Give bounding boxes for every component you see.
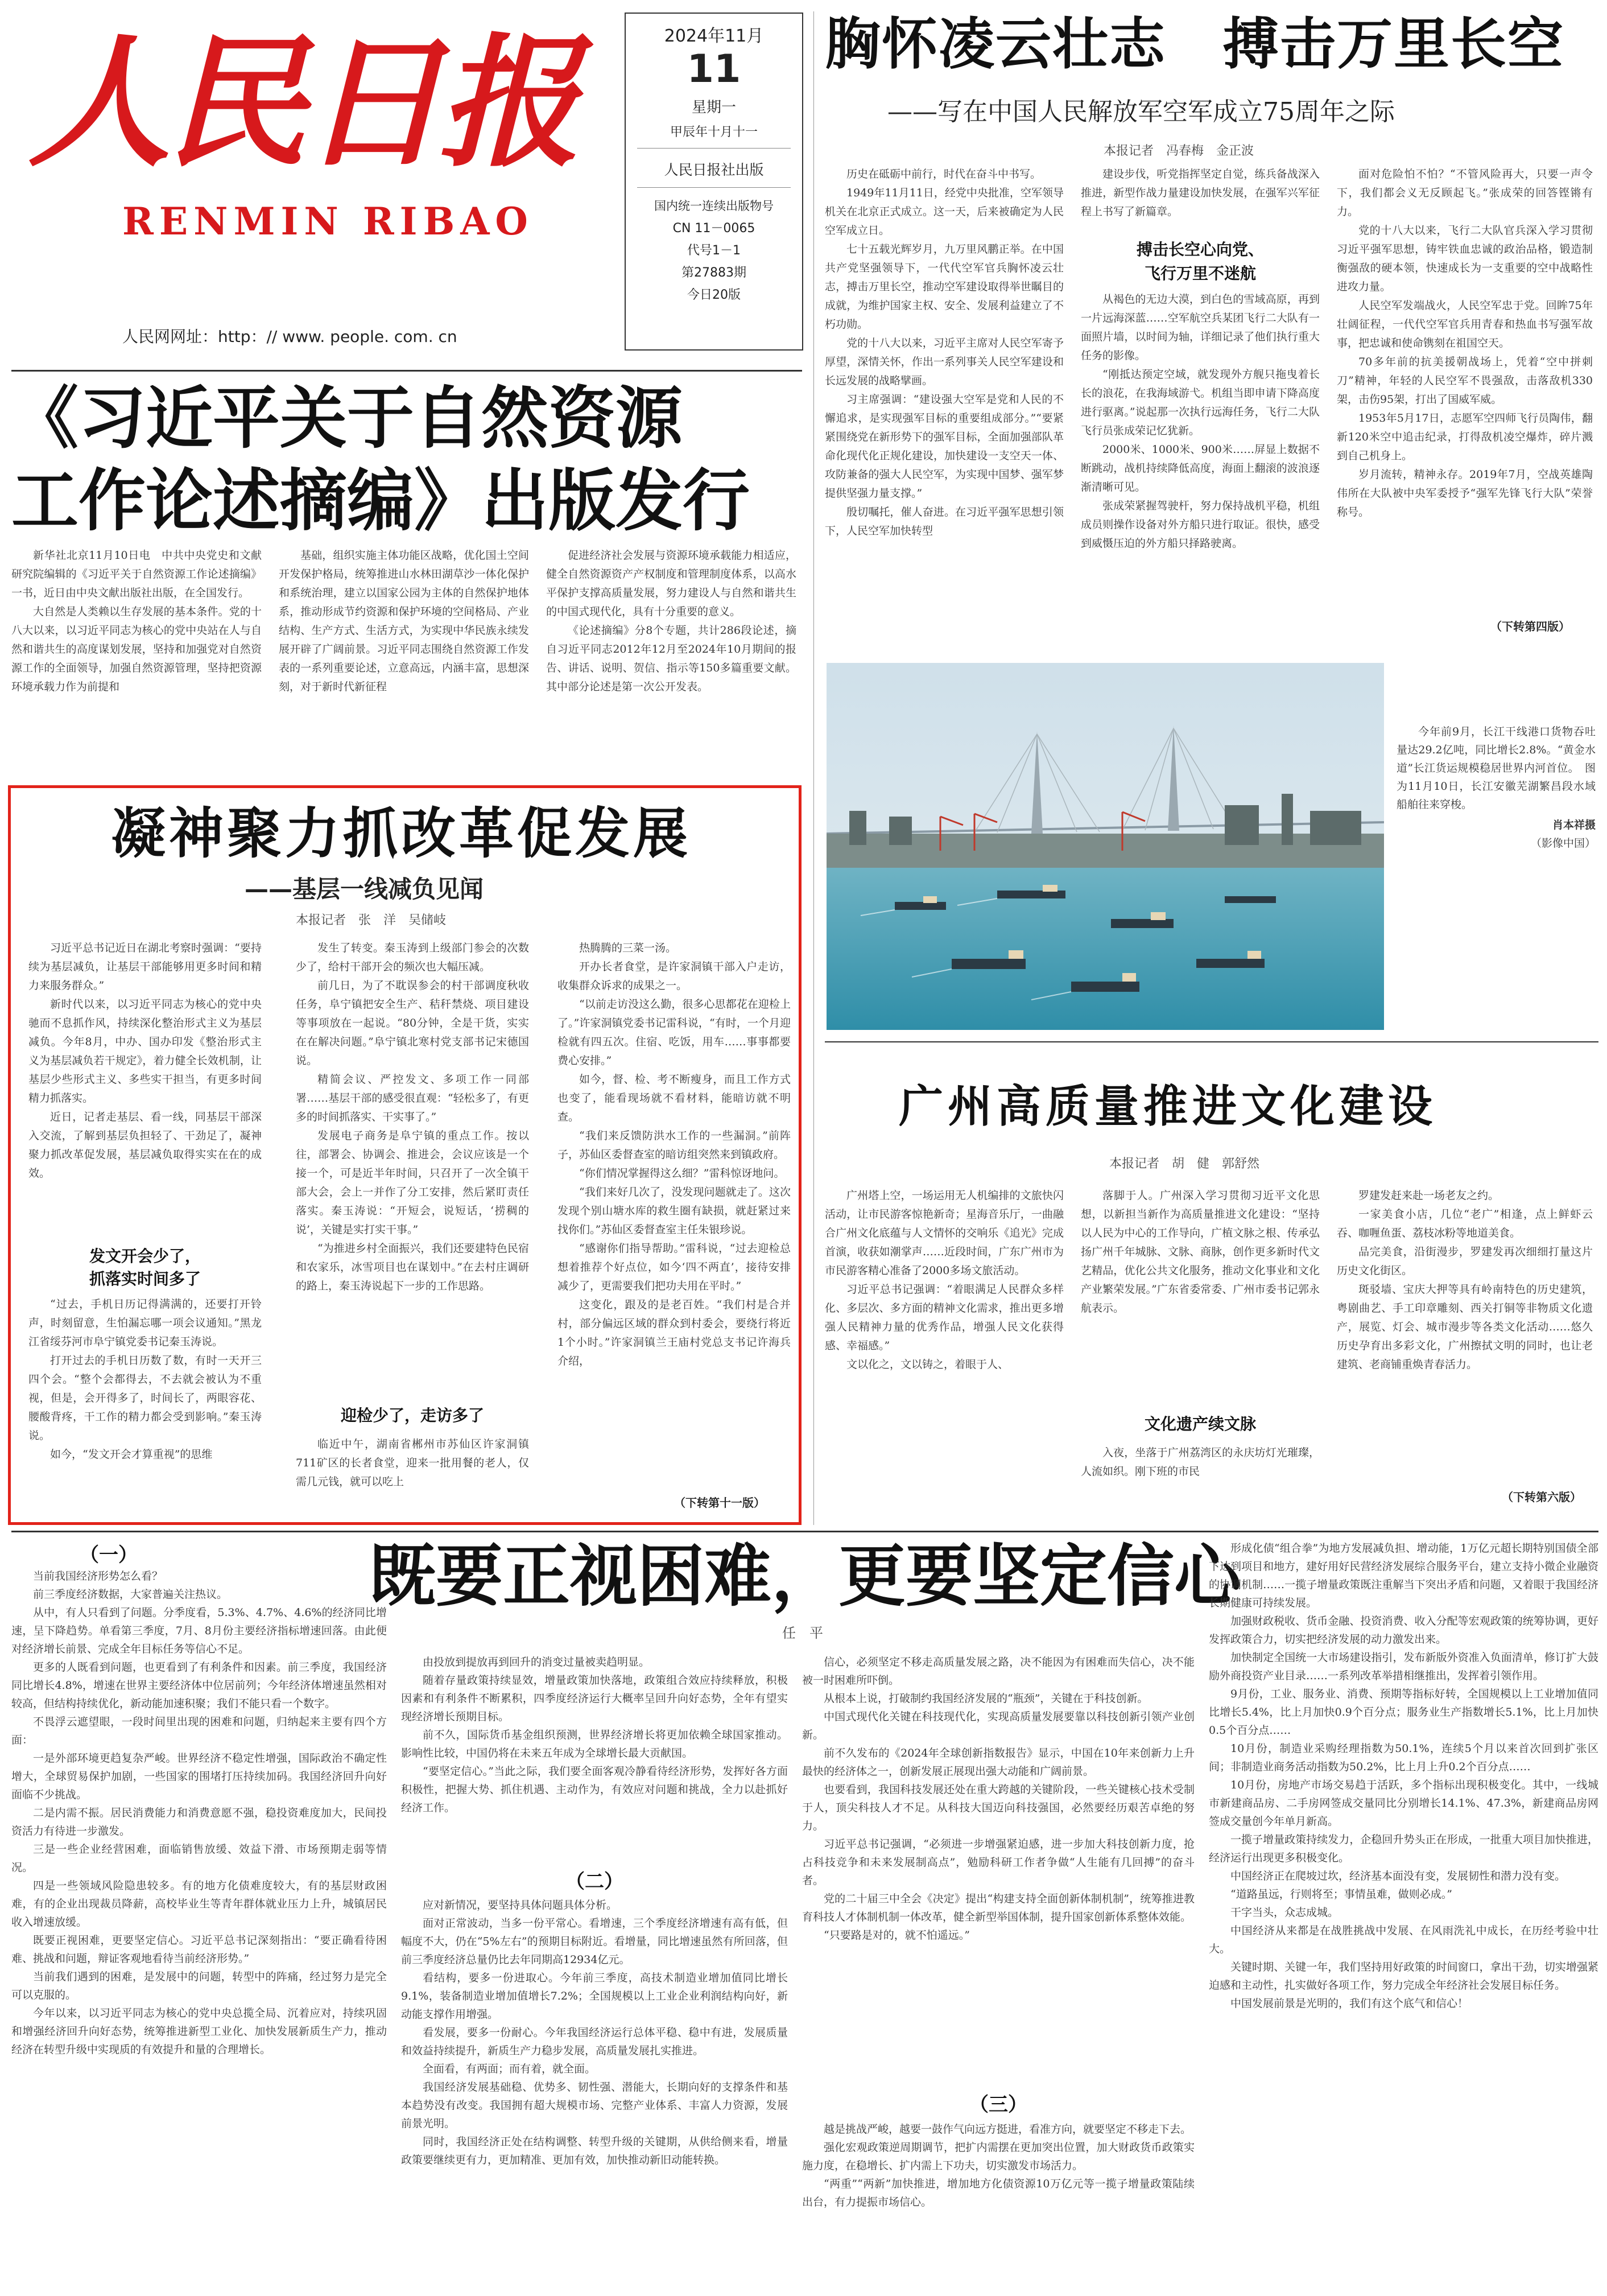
river-photo — [827, 663, 1384, 1030]
commentary-col-4: 形成化债“组合拳”为地方发展减负担、增动能，1万亿元超长期特别国债全部下达到项目和地方，建好用好民营经济发展综合服务平台，建立支持小微企业融资的协调机制……一揽子增量政策既注重解当下突出矛盾和问题，又着眼于我国经济长期健康可持续发展。 加强财政税收、货币金融、投资消费、收入分配等宏观政策的统筹协调，更好发挥政策合力，切实把经济发展的动力激发出来。 加快制定全国统一大市场建设指引，发布新版外资准入负面清单，修订扩大鼓励外商投资产业目录……一系列改革举措相继推出，发挥着引领作用。 9月份，工业、服务业、消费、预期等指标好转，全国规模以上工业增加值同比增长5.4%，比上月加快0.9个百分点；服务业生产指数增长5.1%，比上月加快0.5个百分点…… 10月份，制造业采购经理指数为50.1%，连续5个月以来首次回到扩张区间；非制造业商务活动指数为50.2%，比上月上升0.2个百分点…… 10月份，房地产市场交易趋于活跃，多个指标出现积极变化。其中，一线城市新建商品房、二手房网签成交量同比分别增长14.1%、47.3%，新建商品房网签成交量创今年单月新高。 一揽子增量政策持续发力，企稳回升势头正在形成，一批重大项目加快推进，经济运行出现更多积极变化。 中国经济正在爬坡过坎，经济基本面没有变，发展韧性和潜力没有变。 “道路虽远，行则将至；事情虽难，做则必成。” 干字当头，众志成城。 中国经济从来都是在战胜挑战中发展、在风雨洗礼中成长，在历经考验中壮大。 关键时期、关键一年，我们坚持用好政策的时间窗口，拿出干劲，切实增强紧迫感和主动性，扎实做好各项工作，努力完成全年经济社会发展目标任务。 中国发展前景是光明的，我们有这个底气和信心！ — [1209, 1542, 1598, 2010]
culture-col-2: 落脚于人。广州深入学习贯彻习近平文化思想，以新担当新作为高质量推进文化建设：“坚持以人民为中心的工作导向，广植文脉之根、传承弘扬广州千年城脉、文脉、商脉，创作更多新时代文艺精品，优化公共文化服务，推动文化事业和文化产业繁荣发展。”广东省委常委、广州市委书记郭永航表示。 文化遗产续文脉 入夜，坐落于广州荔湾区的永庆坊灯光璀璨，人流如织。刚下班的市民 — [1081, 1189, 1320, 1478]
section-2-marker: （二） — [565, 1870, 623, 1893]
top-story-subhead: ——写在中国人民解放军空军成立75周年之际 — [887, 97, 1395, 126]
culture-byline: 本报记者 胡 健 郭舒然 — [1109, 1157, 1260, 1171]
top-story-col-3: 面对危险怕不怕？“不管风险再大，只要一声令下，我们都会义无反顾起飞。”张成荣的回答铿锵有力。 党的十八大以来，飞行二大队官兵深入学习贯彻习近平强军思想，铸牢铁血忠诚的政治品格，锻造制衡强敌的硬本领，快速成长为一支重要的空中战略性进攻力量。 人民空军发端战火，人民空军忠于党。回眸75年壮阔征程，一代代空军官兵用青春和热血书写强军故事，把忠诚和使命镌刻在祖国空天。 70多年前的抗美援朝战场上，凭着“空中拼刺刀”精神，年轻的人民空军不畏强敌，击落敌机330架，击伤95架，打出了国威军威。 1953年5月17日，志愿军空四师飞行员陶伟，翻新120米空中追击纪录，打得敌机凌空爆炸，碎片溅到自己机身上。 岁月流转，精神永存。2019年7月，空战英雄陶伟所在大队被中央军委授予“强军先锋飞行大队”荣誉称号。 — [1337, 168, 1593, 518]
culture-subheading: 文化遗产续文脉 — [1144, 1415, 1256, 1433]
date-dai: 代号1－1 — [687, 244, 741, 258]
date-box — [625, 13, 803, 351]
reform-col-3: 热腾腾的三菜一汤。 开办长者食堂，是许家洞镇干部入户走访，收集群众诉求的成果之一。 “以前走访没这么勤，很多心思都花在迎检上了。”许家洞镇党委书记雷科说，“有时，一个月迎检就有四五次。住宿、吃饭，用车……事事都要费心安排。” 如今，督、检、考不断瘦身，而且工作方式也变了，能看现场就不看材料，能暗访就不明查。 “我们来反馈防洪水工作的一些漏洞。”前阵子，苏仙区委督查室的暗访组突然来到镇政府。 “你们情况掌握得这么细？”雷科惊讶地问。 “我们来好几次了，没发现问题就走了。这次发现个别山塘水库的救生圈有缺损，就赶紧过来找你们。”苏仙区委督查室主任朱银珍说。 “感谢你们指导帮助。”雷科说，“过去迎检总想着推荐个好点位，如今‘四不两直’，接待安排减少了，更需要我们把功夫用在平时。” 这变化，跟及的是老百姓。“我们村是合并村，部分偏远区域的群众到村委会，要绕行将近1个小时。”许家洞镇兰王庙村党总支书记许海兵介绍， — [557, 942, 791, 1367]
masthead-title: 人民日报 — [28, 19, 575, 186]
reform-col-1: 习近平总书记近日在湖北考察时强调：“要持续为基层减负，让基层干部能够用更多时间和精力来服务群众。” 新时代以来，以习近平同志为核心的党中央驰而不息抓作风，持续深化整治形式主义为基层减负。今年8月，中办、国办印发《整治形式主义为基层减负若干规定》，着力健全长效机制，让基层少些形式主义、多些实干担当，有更多时间精力抓落实。 近日，记者走基层、看一线，同基层干部深入交流，了解到基层负担轻了、干劲足了，凝神聚力抓改革促发展，基层减负取得实实在在的成效。 发文开会少了， 抓落实时间多了 “过去，手机日历记得满满的，还要打开铃声，时刻留意，生怕漏忘哪一项会议通知。”黑龙江省绥芬河市阜宁镇党委书记秦玉涛说。 打开过去的手机日历数了数，有时一天开三四个会。“整个会都得去，不去就会被认为不重视，但是，会开得多了，时间长了，两眼容花、腰酸背疼，干工作的精力都会受到影响。”秦玉涛说。 如今，“发文开会才算重视”的思维 — [28, 942, 262, 1461]
commentary-headline: 既要正视困难，更要坚定信心 — [368, 1537, 1241, 1615]
date-publisher: 人民日报社出版 — [637, 159, 791, 188]
photo-credit: 肖本祥摄 — [1552, 819, 1596, 831]
reform-subheading-2: 迎检少了，走访多了 — [340, 1406, 484, 1425]
reform-col-2: 发生了转变。秦玉涛到上级部门参会的次数少了，给村干部开会的频次也大幅压减。 前几日，为了不耽误参会的村干部调度秋收任务，阜宁镇把安全生产、秸秆禁烧、项目建设等事项放在一起说。“80分钟，全是干货，实实在在解决问题。”阜宁镇北寒村党支部书记宋德国说。 精简会议、严控发文、多项工作一同部署……基层干部的感受很直观：“轻松多了，有更多的时间抓落实、干实事了。” 发展电子商务是阜宁镇的重点工作。按以往，部署会、协调会、推进会，会议应该是一个接一个，可是近半年时间，只召开了一次全镇干部大会，会上一并作了分工安排，然后紧盯责任落实。秦玉涛说：“开短会，说短话，‘捞稠的说’，关键是实打实干事。” “为推进乡村全面振兴，我们还要建特色民宿和农家乐，冰雪项目也在谋划中。”在去村庄调研的路上，秦玉涛说起下一步的工作思路。 迎检少了，走访多了 临近中午，湖南省郴州市苏仙区许家洞镇711矿区的长者食堂，迎来一批用餐的老人，仅需几元钱，就可以吃上 — [296, 942, 529, 1488]
top-story-headline: 胸怀凌云壮志 搏击万里长空 — [825, 12, 1565, 77]
date-year-month: 2024年11月 — [664, 26, 764, 46]
book-col-3: 促进经济社会发展与资源环境承载能力相适应，健全自然资源资产产权制度和管理制度体系，以高水平保护支撑高质量发展，努力建设人与自然和谐共生的中国式现代化，具有十分重要的意义。 《论述摘编》分8个专题，共计286段论述，摘自习近平同志2012年12月至2024年10月期间的报告、讲话、说明、贺信、指示等150多篇重要文献。其中部分论述是第一次公开发表。 — [546, 549, 796, 693]
commentary-author: 任 平 — [782, 1625, 823, 1641]
website-line[interactable]: 人民网网址：http：// www. people. com. cn — [122, 327, 457, 346]
reform-subhead: ——基层一线减负见闻 — [245, 875, 484, 903]
commentary-col-1: （一） 当前我国经济形势怎么看？ 前三季度经济数据，大家普遍关注热议。 从中，有人只看到了问题。分季度看，5.3%、4.7%、4.6%的经济同比增速，呈下降趋势。单看第三季度，7月、8月份主要经济指标增速回落。由此便对经济增长前景、完成全年目标任务等信心不足。 更多的人既看到问题，也更看到了有利条件和因素。前三季度，我国经济同比增长4.8%，增速在世界主要经济体中位居前列；今年经济体增速虽然相对较高，但结构持续优化，新动能加速积聚；我们不能只看一个数字。 不畏浮云遮望眼，一段时间里出现的困难和问题，归纳起来主要有四个方面： 一是外部环境更趋复杂严峻。世界经济不稳定性增强，国际政治不确定性增大，全球贸易保护加剧，一些国家的围堵打压持续加码。我国经济回升向好面临不少挑战。 二是内需不振。居民消费能力和消费意愿不强，稳投资难度加大，民间投资活力有待进一步激发。 三是一些企业经营困难，面临销售放缓、效益下滑、市场预期走弱等情况。 四是一些领域风险隐患较多。有的地方化债难度较大，有的基层财政困难，有的企业出现裁员降薪，高校毕业生等青年群体就业压力上升，城镇居民收入增速放缓。 既要正视困难，更要坚定信心。习近平总书记深刻指出：“要正确看待困难、挑战和问题，辩证客观地看待当前经济形势。” 当前我们遇到的困难，是发展中的问题，转型中的阵痛，经过努力是完全可以克服的。 今年以来，以习近平同志为核心的党中央总揽全局、沉着应对，持续巩固和增强经济回升向好态势，统筹推进新型工业化、加快发展新质生产力，推动经济在转型升级中实现质的有效提升和量的合理增长。 — [11, 1539, 387, 2290]
culture-col-3: 罗建发赶来赴一场老友之约。 一家美食小店，几位“老广”相逢，点上鲜虾云吞、咖喱鱼蛋、荔枝冰粉等地道美食。 品完美食，沿街漫步，罗建发再次细细打量这片历史文化街区。 斑驳墙、宝庆大押等具有岭南特色的历史建筑，粤剧曲艺、手工印章雕刻、西关打铜等非物质文化遗产，展览、灯会、城市漫步等各类文化活动……悠久历史孕育出多彩文化，广州擦拭文明的同时，也让老建筑、老商铺重焕青春活力。 — [1337, 1189, 1593, 1371]
date-pages: 今日20版 — [687, 288, 741, 302]
book-headline-line-2: 工作论述摘编》出版发行 — [11, 461, 750, 540]
reform-subheading-1: 发文开会少了， 抓落实时间多了 — [89, 1247, 201, 1288]
book-col-1: 新华社北京11月10日电 中共中央党史和文献研究院编辑的《习近平关于自然资源工作论述摘编》一书，近日由中央文献出版社出版，在全国发行。 大自然是人类赖以生存发展的基本条件。党的十八大以来，以习近平同志为核心的党中央站在人与自然和谐共生的高度谋划发展，坚持和加强党对自然资源工作的全面领导，加强自然资源管理，坚持把资源环境承载力作为前提和 — [11, 549, 262, 693]
top-story-subheading: 搏击长空心向党、 飞行万里不迷航 — [1136, 240, 1264, 283]
masthead-logo — [23, 11, 609, 267]
book-col-2: 基础，组织实施主体功能区战略，优化国土空间开发保护格局，统筹推进山水林田湖草沙一体化保护和系统治理，建立以国家公园为主体的自然保护地体系，推动形成节约资源和保护环境的空间格局、产业结构、生产方式、生活方式，为实现中华民族永续发展开辟了广阔前景。习近平同志围绕自然资源工作发表的一系列重要论述，立意高远，内涵丰富，思想深刻，对于新时代新征程 — [279, 549, 529, 693]
photo-agency: （影像中国） — [1530, 837, 1596, 850]
date-code-label: 国内统一连续出版物号 — [654, 199, 774, 213]
top-story-byline: 本报记者 冯春梅 金正波 — [1104, 144, 1254, 158]
top-story-jump[interactable]: （下转第四版） — [1490, 620, 1570, 633]
top-story-col-1: 历史在砥砺中前行，时代在奋斗中书写。 1949年11月11日，经党中央批准，空军领导机关在北京正式成立。这一天，后来被确定为人民空军成立日。 七十五载光辉岁月，九万里风鹏正举。在中国共产党坚强领导下，一代代空军官兵胸怀凌云壮志，搏击万里长空，推动空军建设取得举世瞩目的成就，为维护国家主权、安全、发展利益建立了不朽功勋。 党的十八大以来，习近平主席对人民空军寄予厚望，深情关怀，作出一系列事关人民空军建设和长远发展的战略擘画。 习主席强调：“建设强大空军是党和人民的不懈追求，是实现强军目标的重要组成部分。”“要紧紧围绕党在新形势下的强军目标，全面加强部队革命化现代化正规化建设，加快建设一支空天一体、攻防兼备的强大人民空军，为实现中国梦、强军梦提供坚强力量支撑。” 殷切嘱托，催人奋进。在习近平强军思想引领下，人民空军加快转型 — [825, 168, 1064, 537]
reform-jump[interactable]: （下转第十一版） — [674, 1496, 765, 1510]
date-weekday: 星期一 — [691, 99, 736, 116]
date-issue: 第27883期 — [681, 266, 746, 280]
date-day: 11 — [687, 47, 741, 92]
date-cn: CN 11－0065 — [672, 221, 755, 236]
section-1-marker: （一） — [80, 1544, 138, 1567]
reform-headline: 凝神聚力抓改革促发展 — [111, 801, 691, 865]
photo-caption: 今年前9月，长江干线港口货物吞吐量达29.2亿吨，同比增长2.8%。“黄金水道”长江货运规模稳居世界内河首位。 图为11月10日，长江安徽芜湖繁昌段水域船舶往来穿梭。 肖本祥摄 （影像中国） — [1397, 723, 1596, 852]
reform-byline: 本报记者 张 洋 吴储岐 — [296, 913, 447, 928]
culture-headline: 广州高质量推进文化建设 — [899, 1081, 1437, 1132]
masthead-pinyin: RENMIN RIBAO — [122, 199, 534, 244]
commentary-col-2: 由投放到提放再到回升的消变过量被卖趋明显。 随着存量政策持续显效，增量政策加快落地，政策组合效应持续释放，积极因素和有利条件不断累积，四季度经济运行大概率呈回升向好态势，全年有望实现经济增长预期目标。 前不久，国际货币基金组织预测，世界经济增长将更加依赖全球国家推动。影响性比较，中国仍将在未来五年成为全球增长最大贡献国。 “要坚定信心。”当此之际，我们要全面客观冷静看待经济形势，发挥好各方面积极性，把握大势、抓住机遇、主动作为，有效应对问题和挑战，全力以赴抓好经济工作。 （二） 应对新情况，要坚持具体问题具体分析。 面对正常波动，当多一份平常心。看增速，三个季度经济增速有高有低，但幅度不大，仍在“5%左右”的预期目标附近。看增量，同比增速虽然有所回落，但前三季度经济总量仍比去年同期高12934亿元。 看结构，要多一份进取心。今年前三季度，高技术制造业增加值同比增长9.1%，装备制造业增加值增长7.2%；全国规模以上工业企业利润结构向好，新动能支撑作用增强。 看发展，要多一份耐心。今年我国经济运行总体平稳、稳中有进，发展质量和效益持续提升，新质生产力稳步发展，高质量发展扎实推进。 全面看，有两面；而有着，就全面。 我国经济发展基础稳、优势多、韧性强、潜能大，长期向好的支撑条件和基本趋势没有改变。我国拥有超大规模市场、完整产业体系、丰富人力资源，发展前景光明。 同时，我国经济正处在结构调整、转型升级的关键期，从供给侧来看，增量政策要继续更有力，更加精准、更加有效，加快推动新旧动能转换。 — [401, 1656, 788, 2166]
commentary-col-3: 信心，必须坚定不移走高质量发展之路，决不能因为有困难而失信心，决不能被一时困难所吓倒。 从根本上说，打破制约我国经济发展的“瓶颈”，关键在于科技创新。 中国式现代化关键在科技现代化，实现高质量发展要靠以科技创新引领产业创新。 前不久发布的《2024年全球创新指数报告》显示，中国在10年来创新力上升最快的经济体之一，创新发展正展现出强大动能和广阔前景。 也要看到，我国科技发展还处在重大跨越的关键阶段，一些关键核心技术受制于人，顶尖科技人才不足。从科技大国迈向科技强国，必然要经历艰苦卓绝的努力。 习近平总书记强调，“必须进一步增强紧迫感，进一步加大科技创新力度，抢占科技竞争和未来发展制高点”，勉励科研工作者争做“人生能有几回搏”的奋斗者。 党的二十届三中全会《决定》提出“构建支持全面创新体制机制”，统筹推进教育科技人才体制机制一体改革，健全新型举国体制，提升国家创新体系整体效能。 “只要路是对的，就不怕遥远。” （三） 越是挑战严峻，越要一鼓作气向远方挺进，看准方向，就要坚定不移走下去。 强化宏观政策逆周期调节，把扩内需摆在更加突出位置，加大财政货币政策实施力度，在稳增长、扩内需上下功夫，切实激发市场活力。 “两重”“两新”加快推进，增加地方化债资源10万亿元等一揽子增量政策陆续出台，有力提振市场信心。 — [802, 1656, 1195, 2208]
book-headline-line-1: 《习近平关于自然资源 — [11, 379, 683, 457]
section-3-marker: （三） — [969, 2093, 1027, 2116]
top-story-col-2: 建设步伐，听党指挥坚定自觉，练兵备战深入推进，新型作战力量建设加快发展，在强军兴军征程上书写了新篇章。 搏击长空心向党、 飞行万里不迷航 从褐色的无边大漠，到白色的雪域高原，再到一片远海深蓝……空军航空兵某团飞行二大队有一面照片墙，以时间为轴，详细记录了他们执行重大任务的影像。 “刚抵达预定空域，就发现外方舰只拖曳着长长的浪花，在我海域游弋。机组当即申请下降高度进行驱离。”说起那一次执行远海任务，飞行二大队飞行员张成荣记忆犹新。 2000米、1000米、900米……屏显上数据不断跳动，战机持续降低高度，海面上翻滚的波浪逐渐清晰可见。 张成荣紧握驾驶杆，努力保持战机平稳，机组成员则操作设备对外方船只进行取证。很快，感受到威慑压迫的外方船只择路驶离。 — [1081, 168, 1320, 550]
culture-col-1: 广州塔上空，一场运用无人机编排的文旅快闪活动，让市民游客惊艳新奇；星海音乐厅，一曲融合广州文化底蕴与人文情怀的交响乐《追光》完成首演，收获如潮掌声……近段时间，广东广州市为市民游客精心准备了2000多场文旅活动。 习近平总书记强调：“着眼满足人民群众多样化、多层次、多方面的精神文化需求，推出更多增强人民精神力量的优秀作品，增强人民文化获得感、幸福感。” 文以化之，文以铸之，着眼于人、 — [825, 1189, 1064, 1371]
date-lunar: 甲辰年十月十一 — [637, 122, 791, 149]
culture-jump[interactable]: （下转第六版） — [1502, 1490, 1581, 1504]
